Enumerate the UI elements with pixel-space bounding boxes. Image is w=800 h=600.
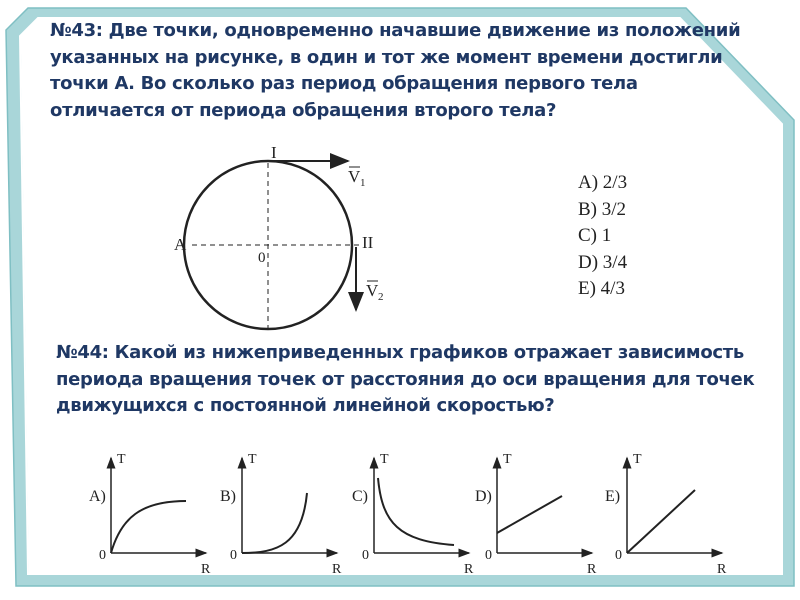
velocity-v2-label: V (366, 281, 379, 300)
graph-y-axis-label: T (633, 452, 642, 467)
point-I-label: I (271, 143, 277, 162)
graph-letter-label: B) (220, 488, 236, 505)
answer-option: E) 4/3 (578, 278, 625, 299)
answer-options-43 (578, 170, 627, 303)
answer-option: D) 3/4 (578, 251, 628, 273)
graph-letter-label: C) (352, 488, 368, 505)
graph-origin-label: 0 (615, 548, 622, 563)
graph-letter-label: A) (89, 488, 106, 505)
graph-origin-label: 0 (485, 548, 492, 563)
graph-x-axis-label: R (332, 562, 342, 577)
velocity-v1-subscript: 1 (360, 177, 366, 189)
graph-letter-label: D) (475, 488, 492, 505)
question-44-text: №44: Какой из нижеприведенных графиков отражает зависимость периода вращения точек от расстояния до оси вращения для точек движущихся с постоянной линейной скоростью? (56, 342, 755, 416)
question-43-text: №43: Две точки, одновременно начавшие движение из положений указанных на рисунке, в один и тот же момент времени достигли точки А. Во сколько раз период обращения первого тела отличается от периода обращения второго тела? (50, 20, 741, 121)
answer-option: A) 2/3 (578, 172, 628, 193)
graph-x-axis-label: R (587, 562, 597, 577)
graph-x-axis-label: R (201, 562, 211, 577)
graph-origin-label: 0 (230, 548, 237, 563)
graph-y-axis-label: T (380, 452, 389, 467)
point-II-label: II (362, 233, 374, 252)
graph-letter-label: E) (605, 488, 621, 505)
answer-option: C) 1 (578, 225, 612, 246)
answer-option: B) 3/2 (578, 198, 627, 220)
graph-y-axis-label: T (503, 452, 512, 467)
graph-x-axis-label: R (717, 562, 727, 577)
velocity-v2-subscript: 2 (378, 291, 384, 303)
point-A-label: A (174, 235, 187, 254)
graph-origin-label: 0 (362, 548, 369, 563)
graph-y-axis-label: T (248, 452, 257, 467)
velocity-v1-label: V (348, 167, 361, 186)
graph-x-axis-label: R (464, 562, 474, 577)
graph-origin-label: 0 (99, 548, 106, 563)
graph-y-axis-label: T (117, 452, 126, 467)
center-label: 0 (258, 250, 266, 266)
